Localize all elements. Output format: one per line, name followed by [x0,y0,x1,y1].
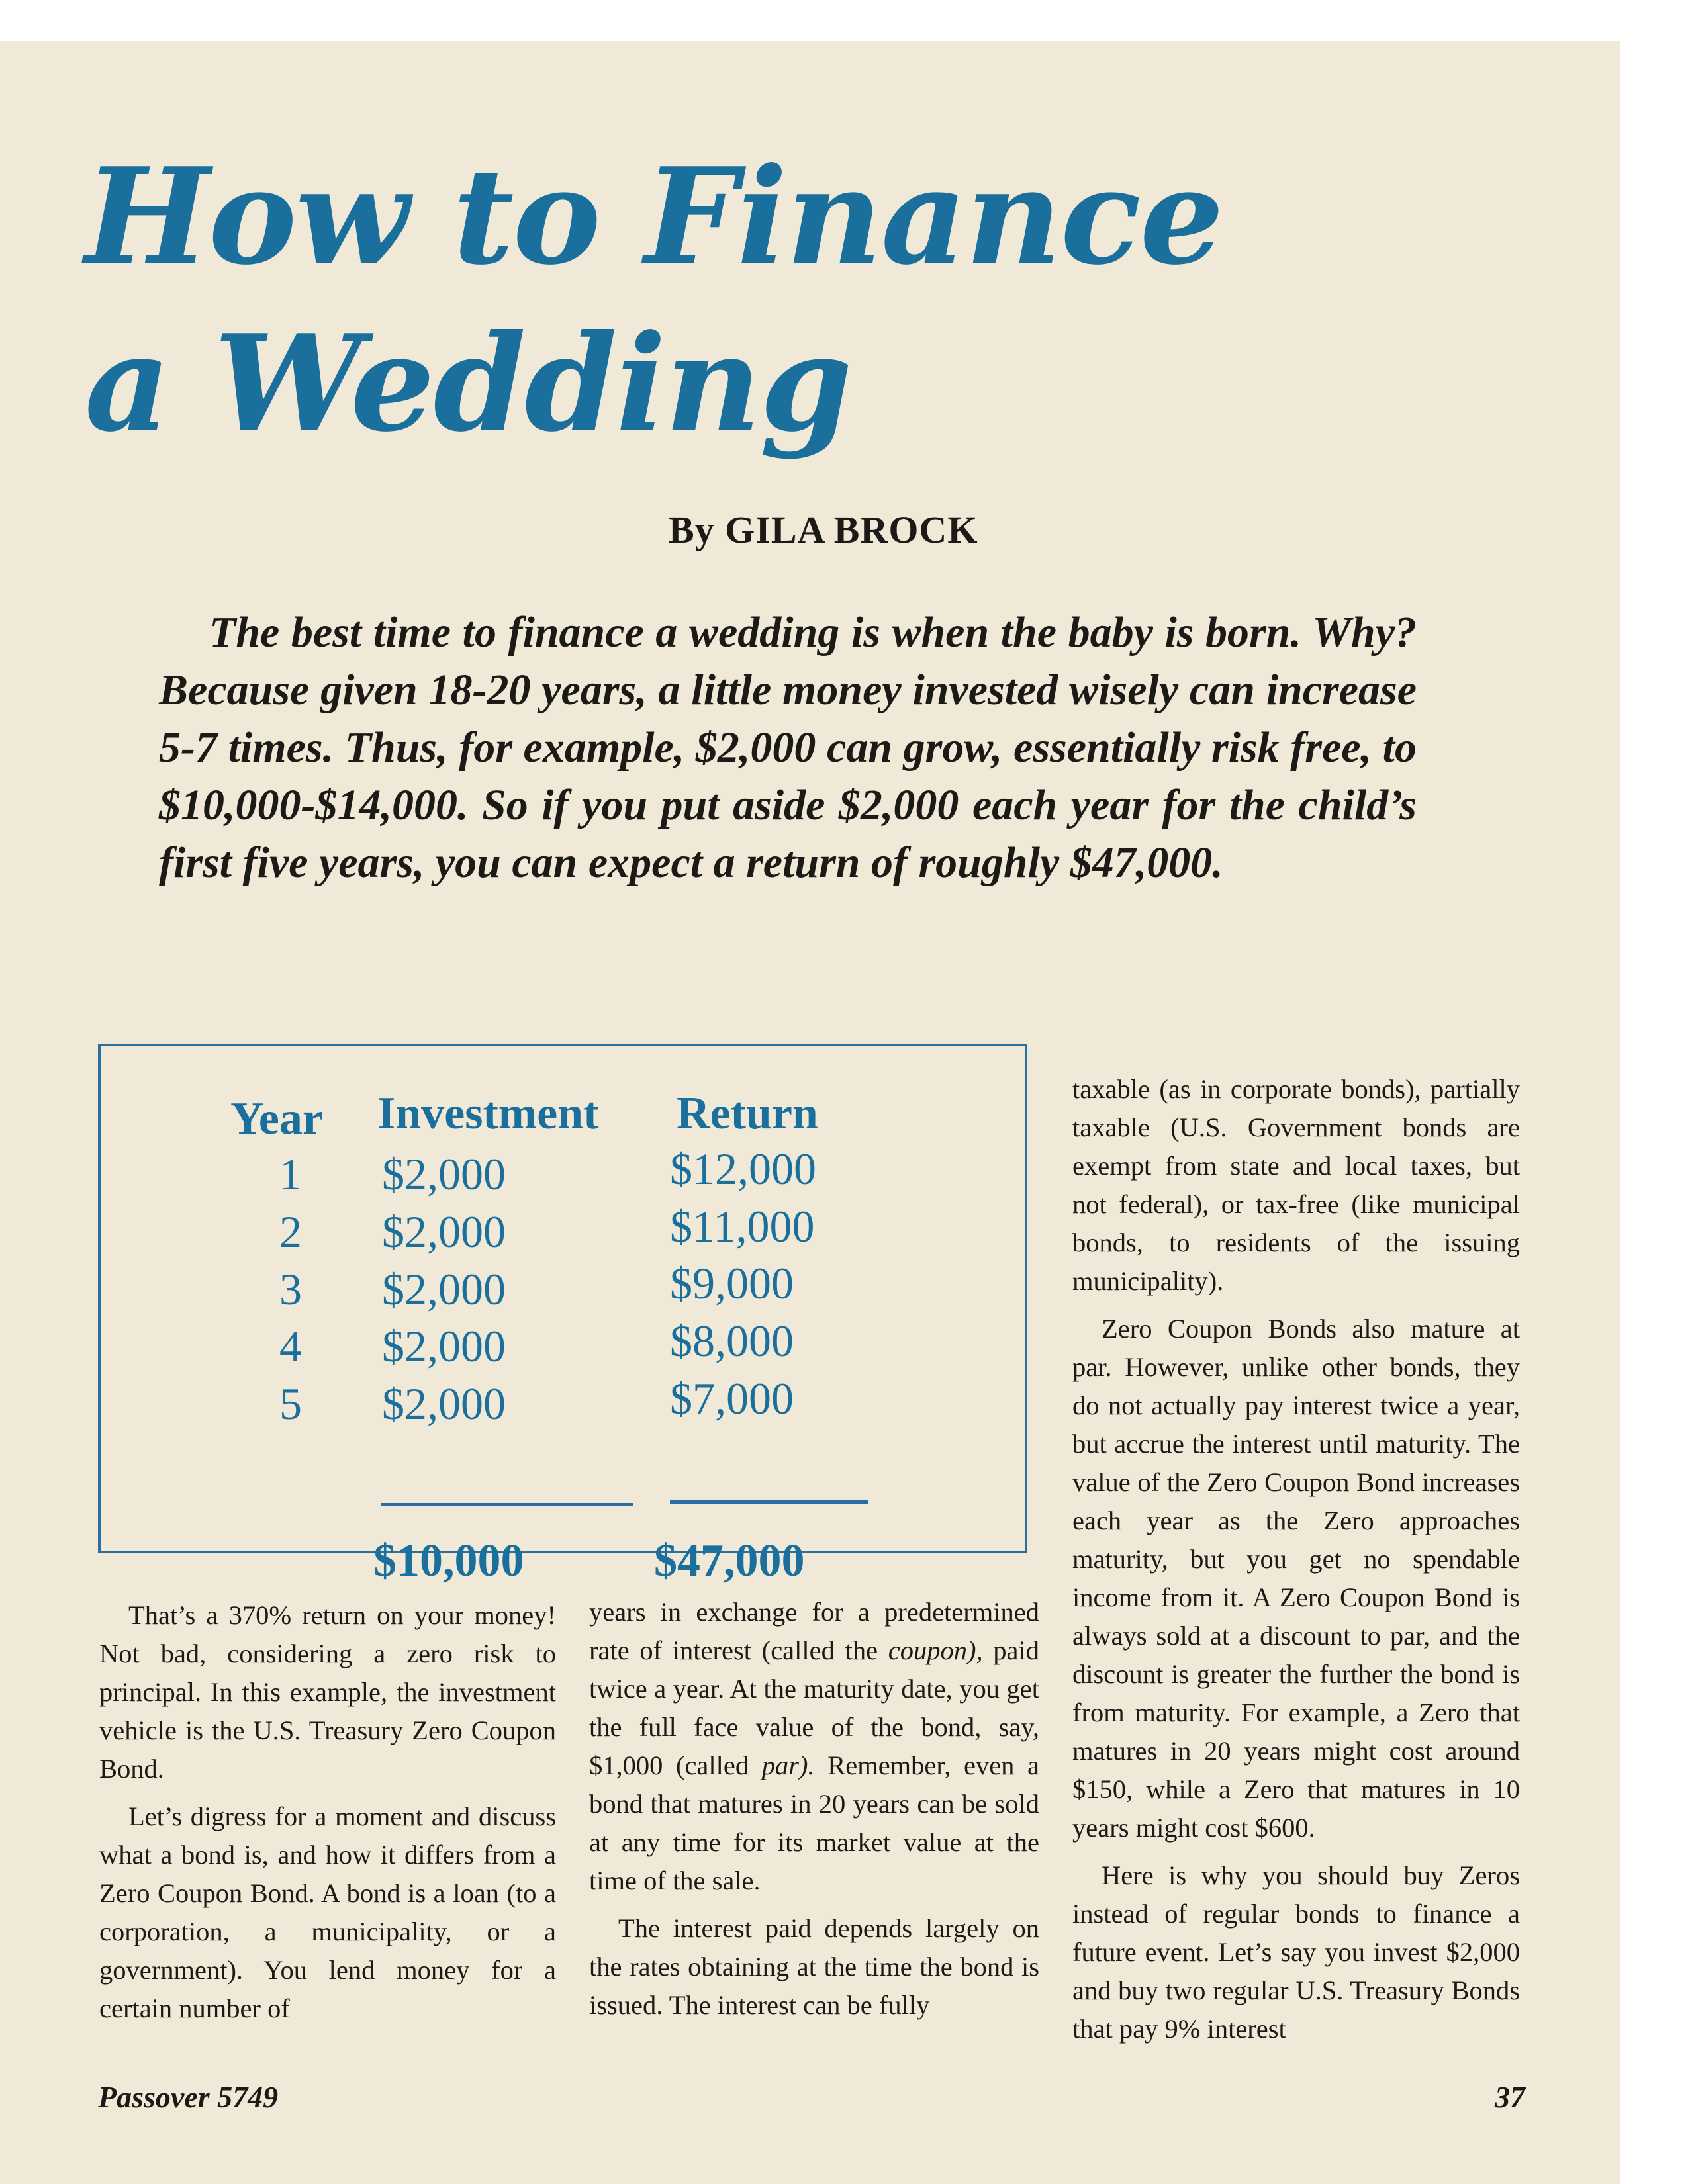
col1-paragraph-1: That’s a 370% return on your money! Not bad, considering a zero risk to principal. In this example, the investment vehicle is the U.S. Treasury Zero Coupon Bond. [99,1600,556,1784]
term-coupon: coupon), [888,1635,983,1665]
table-row-2-return: $11,000 [670,1201,815,1251]
body-column-1 [99,1596,556,2037]
investment-total-rule [381,1503,633,1506]
table-row-5-year: 5 [279,1379,302,1429]
table-row-1-year: 1 [279,1149,302,1199]
table-header-year: Year [230,1093,323,1144]
body-column-2 [589,1593,1039,2034]
table-row-1-return: $12,000 [670,1144,816,1194]
table-row-4-investment: $2,000 [382,1321,506,1371]
col3-paragraph-1: taxable (as in corporate bonds), partially taxable (U.S. Government bonds are exempt from state and local taxes, but not federal), or tax-free (like municipal bonds, to residents of the issuing municipality). [1072,1074,1520,1296]
table-row-3-investment: $2,000 [382,1264,506,1314]
col2-text-a: years in exchange for a predetermined rate of interest (called the [589,1597,1039,1665]
table-header-investment: Investment [377,1088,599,1139]
return-total-rule [670,1500,868,1504]
table-row-5-investment: $2,000 [382,1379,506,1429]
table-header-return: Return [677,1088,818,1139]
term-par: par). [761,1751,815,1780]
table-row-4-return: $8,000 [670,1316,794,1366]
title-line-1: How to Finance [85,139,1223,295]
return-total: $47,000 [654,1535,805,1586]
table-row-3-year: 3 [279,1264,302,1314]
col2-paragraph-2: The interest paid depends largely on the rates obtaining at the time the bond is issued. The interest can be fully [589,1913,1039,2020]
col2-text-c: Remember, even a bond that matures in 20 years can be sold at any time for its market value at the time of the sale. [589,1751,1039,1895]
table-row-2-investment: $2,000 [382,1206,506,1257]
col1-paragraph-2: Let’s digress for a moment and discuss what a bond is, and how it differs from a Zero Coupon Bond. A bond is a loan (to a corporation, a municipality, or a government). You lend money for a certain number of [99,1801,556,2023]
col2-paragraph-1 [589,1593,1039,1900]
table-row-1-investment: $2,000 [382,1149,506,1199]
col2-text-b: paid twice a year. At the maturity date, you get the full face value of the bond, say, $1,000 (called [589,1635,1039,1780]
issue-label: Passover 5749 [98,2080,279,2114]
body-column-3 [1072,1070,1520,2058]
intro-paragraph: The best time to finance a wedding is when the baby is born. Why? Because given 18-20 years, a little money invested wisely can increase 5-7 times. Thus, for example, $2,000 can grow, essentially risk free, to $10,000-$14,000. So if you put aside $2,000 each year for the child’s first five years, you can expect a return of roughly $47,000. [159,608,1417,887]
table-row-3-return: $9,000 [670,1258,794,1308]
table-row-5-return: $7,000 [670,1373,794,1424]
table-row-4-year: 4 [279,1321,302,1371]
article-title [85,134,1223,467]
magazine-page [0,41,1620,2184]
table-row-2-year: 2 [279,1206,302,1257]
col3-paragraph-2: Zero Coupon Bonds also mature at par. However, unlike other bonds, they do not actually pay interest twice a year, but accrue the interest until maturity. The value of the Zero Coupon Bond increases each year as the Zero approaches maturity, but you get no spendable income from it. A Zero Coupon Bond is always sold at a discount to par, and the discount is greater the further the bond is from maturity. For example, a Zero that matures in 20 years might cost around $150, while a Zero that matures in 10 years might cost $600. [1072,1314,1520,1843]
investment-total: $10,000 [373,1535,524,1586]
byline: By GILA BROCK [669,508,978,551]
col3-paragraph-3: Here is why you should buy Zeros instead of regular bonds to finance a future event. Let’s say you invest $2,000 and buy two regular U.S. Treasury Bonds that pay 9% interest [1072,1860,1520,2044]
investment-table [98,1044,1027,1586]
page-number: 37 [1495,2080,1525,2114]
title-line-2: a Wedding [85,306,851,461]
